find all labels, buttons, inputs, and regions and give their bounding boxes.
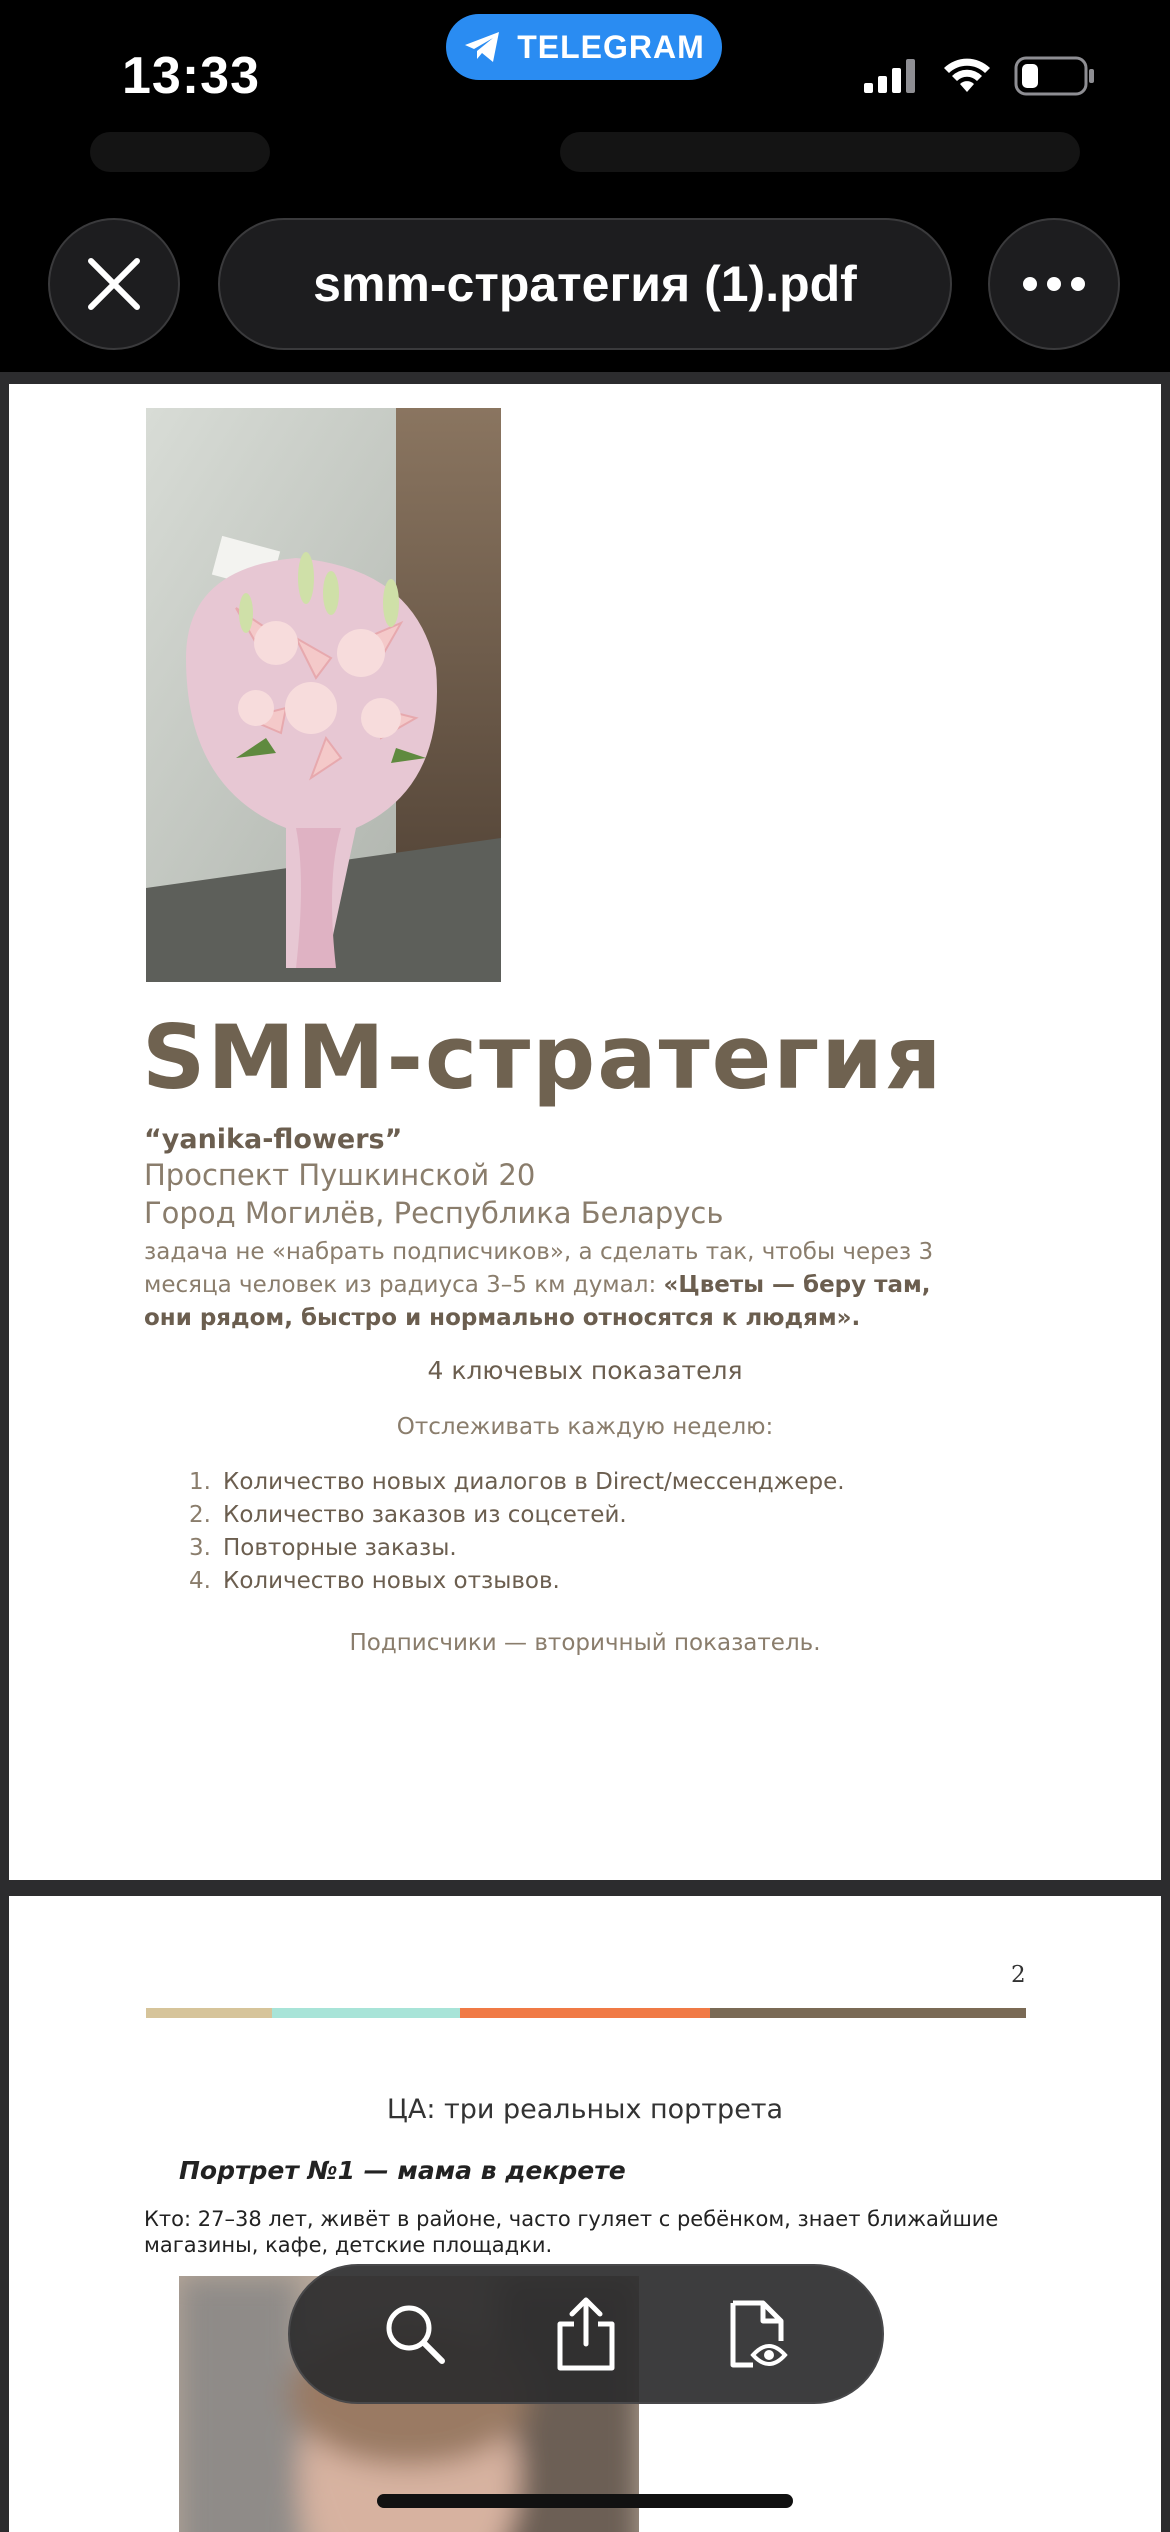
- telegram-icon: [463, 30, 503, 64]
- share-icon: [554, 2296, 618, 2372]
- list-item-text: Повторные заказы.: [223, 1535, 457, 1561]
- color-band-segment: [710, 2008, 1026, 2018]
- file-title: smm-стратегия (1).pdf: [313, 256, 857, 312]
- list-item: [177, 1466, 845, 1499]
- list-item-text: Количество новых отзывов.: [223, 1568, 560, 1594]
- page-number: 2: [1011, 1962, 1026, 1988]
- pdf-page-2: [9, 1896, 1161, 2532]
- color-band: [146, 2008, 1026, 2018]
- color-band-segment: [272, 2008, 460, 2018]
- status-icons: [864, 56, 1096, 96]
- color-band-segment: [146, 2008, 272, 2018]
- address-line-2: Город Могилёв, Республика Беларусь: [144, 1196, 724, 1230]
- return-to-app-pill[interactable]: [446, 14, 722, 80]
- file-title-pill[interactable]: [218, 218, 952, 350]
- cellular-signal-icon: [864, 59, 920, 93]
- kpi-list: [177, 1466, 845, 1598]
- list-item-text: Количество заказов из соцсетей.: [223, 1502, 627, 1528]
- list-item-number: 2.: [189, 1502, 211, 1528]
- pdf-page-1: [9, 384, 1161, 1880]
- pdf-document-scroll[interactable]: [0, 372, 1170, 2532]
- status-underlay: [560, 132, 1080, 172]
- section-title: ЦА: три реальных портрета: [386, 2094, 784, 2125]
- task-statement: [144, 1236, 984, 1335]
- list-item: [177, 1499, 845, 1532]
- bouquet-photo: [146, 408, 501, 982]
- clock: 13:33: [122, 47, 260, 105]
- task-quote: «Цветы — беру там, они рядом, быстро и нормально относятся к людям».: [144, 1272, 931, 1331]
- battery-icon: [1014, 56, 1096, 96]
- list-item-number: 1.: [189, 1469, 211, 1495]
- list-item-number: 4.: [189, 1568, 211, 1594]
- home-indicator[interactable]: [377, 2494, 793, 2508]
- more-options-button[interactable]: [988, 218, 1120, 350]
- status-underlay: [90, 132, 270, 172]
- brand-name: “yanika-flowers”: [144, 1124, 403, 1155]
- task-text: задача не «набрать подписчиков», а сделать так, чтобы через 3 месяца человек из радиуса 3–5 км думал:: [144, 1239, 934, 1298]
- document-title: SMM-стратегия: [142, 1006, 944, 1109]
- portrait-description: Кто: 27–38 лет, живёт в районе, часто гуляет с ребёнком, знает ближайшие магазины, кафе, детские площадки.: [144, 2207, 999, 2257]
- color-band-segment: [460, 2008, 710, 2018]
- portrait-heading: Портрет №1 — мама в декрете: [179, 2156, 626, 2185]
- kpi-heading: 4 ключевых показателя: [427, 1356, 743, 1385]
- wifi-icon: [942, 58, 992, 94]
- kpi-note: Подписчики — вторичный показатель.: [349, 1630, 821, 1656]
- address-line-1: Проспект Пушкинской 20: [144, 1158, 536, 1192]
- close-icon: [85, 255, 143, 313]
- document-preview-button[interactable]: [712, 2289, 802, 2379]
- search-button[interactable]: [370, 2289, 460, 2379]
- status-bar: [0, 0, 1170, 150]
- search-icon: [382, 2301, 448, 2367]
- close-button[interactable]: [48, 218, 180, 350]
- list-item: [177, 1565, 845, 1598]
- list-item-number: 3.: [189, 1535, 211, 1561]
- share-button[interactable]: [541, 2289, 631, 2379]
- list-item: [177, 1532, 845, 1565]
- list-item-text: Количество новых диалогов в Direct/мессенджере.: [223, 1469, 845, 1495]
- ellipsis-icon: [1022, 276, 1086, 292]
- pdf-toolbar: [288, 2264, 884, 2404]
- document-preview-icon: [723, 2297, 791, 2371]
- kpi-subheading: Отслеживать каждую неделю:: [396, 1414, 774, 1440]
- return-to-app-label: TELEGRAM: [517, 28, 705, 65]
